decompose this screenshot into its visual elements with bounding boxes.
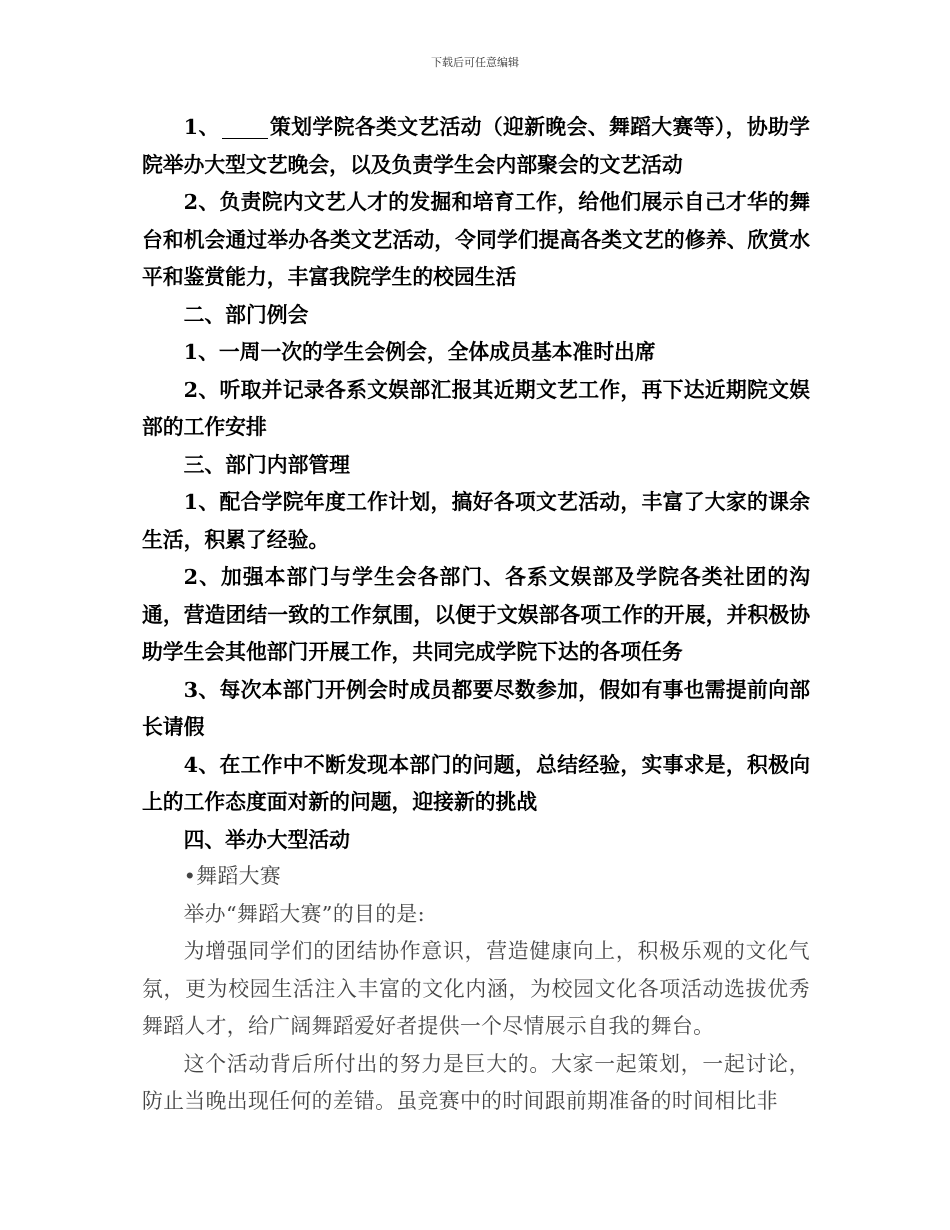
fill-in-blank bbox=[222, 118, 268, 139]
paragraph-management-1: 1、配合学院年度工作计划，搞好各项文艺活动，丰富了大家的课余生活，积累了经验。 bbox=[142, 489, 810, 552]
paragraph-prefix: 1、 bbox=[183, 114, 220, 139]
document-body bbox=[142, 108, 810, 1121]
page-header: 下载后可任意编辑 bbox=[431, 56, 519, 69]
section-heading-management: 三、部门内部管理 bbox=[183, 451, 350, 477]
paragraph-effort: 这个活动背后所付出的努力是巨大的。大家一起策划，一起讨论，防止当晚出现任何的差错。虽竞赛中的时间跟前期准备的时间相比非 bbox=[142, 1051, 810, 1113]
paragraph-management-2: 2、加强本部门与学生会各部门、各系文娱部及学院各类社团的沟通，营造团结一致的工作氛围，以便于文娱部各项工作的开展，并积极协助学生会其他部门开展工作，共同完成学院下达的各项任务 bbox=[142, 564, 810, 664]
paragraph-meeting-1: 1、一周一次的学生会例会，全体成员基本准时出席 bbox=[183, 339, 656, 364]
paragraph-purpose: 为增强同学们的团结协作意识，营造健康向上，积极乐观的文化气氛，更为校园生活注入丰富的文化内涵，为校园文化各项活动选拔优秀舞蹈人才，给广阔舞蹈爱好者提供一个尽情展示自我的舞台。 bbox=[142, 939, 810, 1038]
paragraph-text: 策划学院各类文艺活动（迎新晚会、舞蹈大赛等），协助学院举办大型文艺晚会，以及负责学生会内部聚会的文艺活动 bbox=[142, 114, 810, 177]
section-heading-events: 四、举办大型活动 bbox=[183, 826, 350, 852]
section-heading-meetings: 二、部门例会 bbox=[183, 301, 309, 327]
paragraph-management-4: 4、在工作中不断发现本部门的问题，总结经验，实事求是，积极向上的工作态度面对新的问题，迎接新的挑战 bbox=[142, 751, 810, 814]
bullet-dance-contest: •舞蹈大赛 bbox=[183, 864, 282, 888]
paragraph-duty-2: 2、负责院内文艺人才的发掘和培育工作，给他们展示自己才华的舞台和机会通过举办各类文艺活动，令同学们提高各类文艺的修养、欣赏水平和鉴赏能力，丰富我院学生的校园生活 bbox=[142, 189, 810, 289]
paragraph-duty-1 bbox=[142, 108, 810, 183]
paragraph-management-3: 3、每次本部门开例会时成员都要尽数参加，假如有事也需提前向部长请假 bbox=[142, 676, 810, 739]
paragraph-meeting-2: 2、听取并记录各系文娱部汇报其近期文艺工作，再下达近期院文娱部的工作安排 bbox=[142, 376, 810, 439]
paragraph-purpose-intro: 举办“舞蹈大赛”的目的是: bbox=[183, 901, 426, 926]
